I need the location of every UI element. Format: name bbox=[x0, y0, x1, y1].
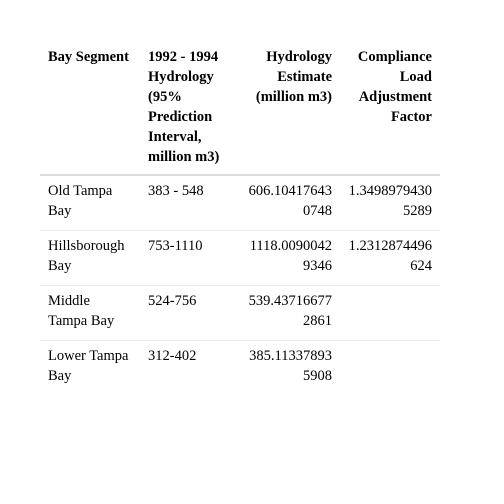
cell-bay-segment: Lower Tampa Bay bbox=[48, 348, 129, 384]
cell-hydrology-estimate: 606.104176430748 bbox=[240, 175, 340, 231]
cell-hydrology-interval: 524-756 bbox=[140, 286, 240, 341]
table-body bbox=[40, 175, 440, 395]
cell-hydrology-interval: 753-1110 bbox=[140, 231, 240, 286]
data-table-container bbox=[40, 40, 440, 395]
cell-bay-segment: Middle Tampa Bay bbox=[40, 286, 140, 341]
cell-hydrology-estimate: 1118.00900429346 bbox=[240, 231, 340, 286]
cell-hydrology-estimate: 385.113378935908 bbox=[249, 348, 332, 384]
table-row bbox=[40, 286, 440, 341]
header-hydrology-estimate: Hydrology Estimate (million m3) bbox=[240, 40, 340, 175]
cell-hydrology-estimate: 539.437166772861 bbox=[240, 286, 340, 341]
cell-hydrology-interval: 383 - 548 bbox=[140, 175, 240, 231]
cell-compliance-load-factor: 1.34989794305289 bbox=[340, 175, 440, 231]
cell-bay-segment: Old Tampa Bay bbox=[40, 175, 140, 231]
cell-compliance-load-factor bbox=[340, 341, 440, 396]
header-hydrology-interval: 1992 - 1994 Hydrology (95% Prediction Interval, million m3) bbox=[140, 40, 240, 175]
header-compliance-load-factor: Compliance Load Adjustment Factor bbox=[340, 40, 440, 175]
table-row bbox=[40, 231, 440, 286]
cell-compliance-load-factor bbox=[340, 286, 440, 341]
cell-bay-segment: Hillsborough Bay bbox=[40, 231, 140, 286]
header-bay-segment: Bay Segment bbox=[40, 40, 140, 175]
header-row bbox=[40, 40, 440, 175]
table-row bbox=[40, 341, 440, 396]
table-header bbox=[40, 40, 440, 175]
cell-compliance-load-factor: 1.2312874496624 bbox=[340, 231, 440, 286]
table-row bbox=[40, 175, 440, 231]
cell-hydrology-interval: 312-402 bbox=[148, 348, 197, 364]
bay-segment-table bbox=[40, 40, 440, 395]
